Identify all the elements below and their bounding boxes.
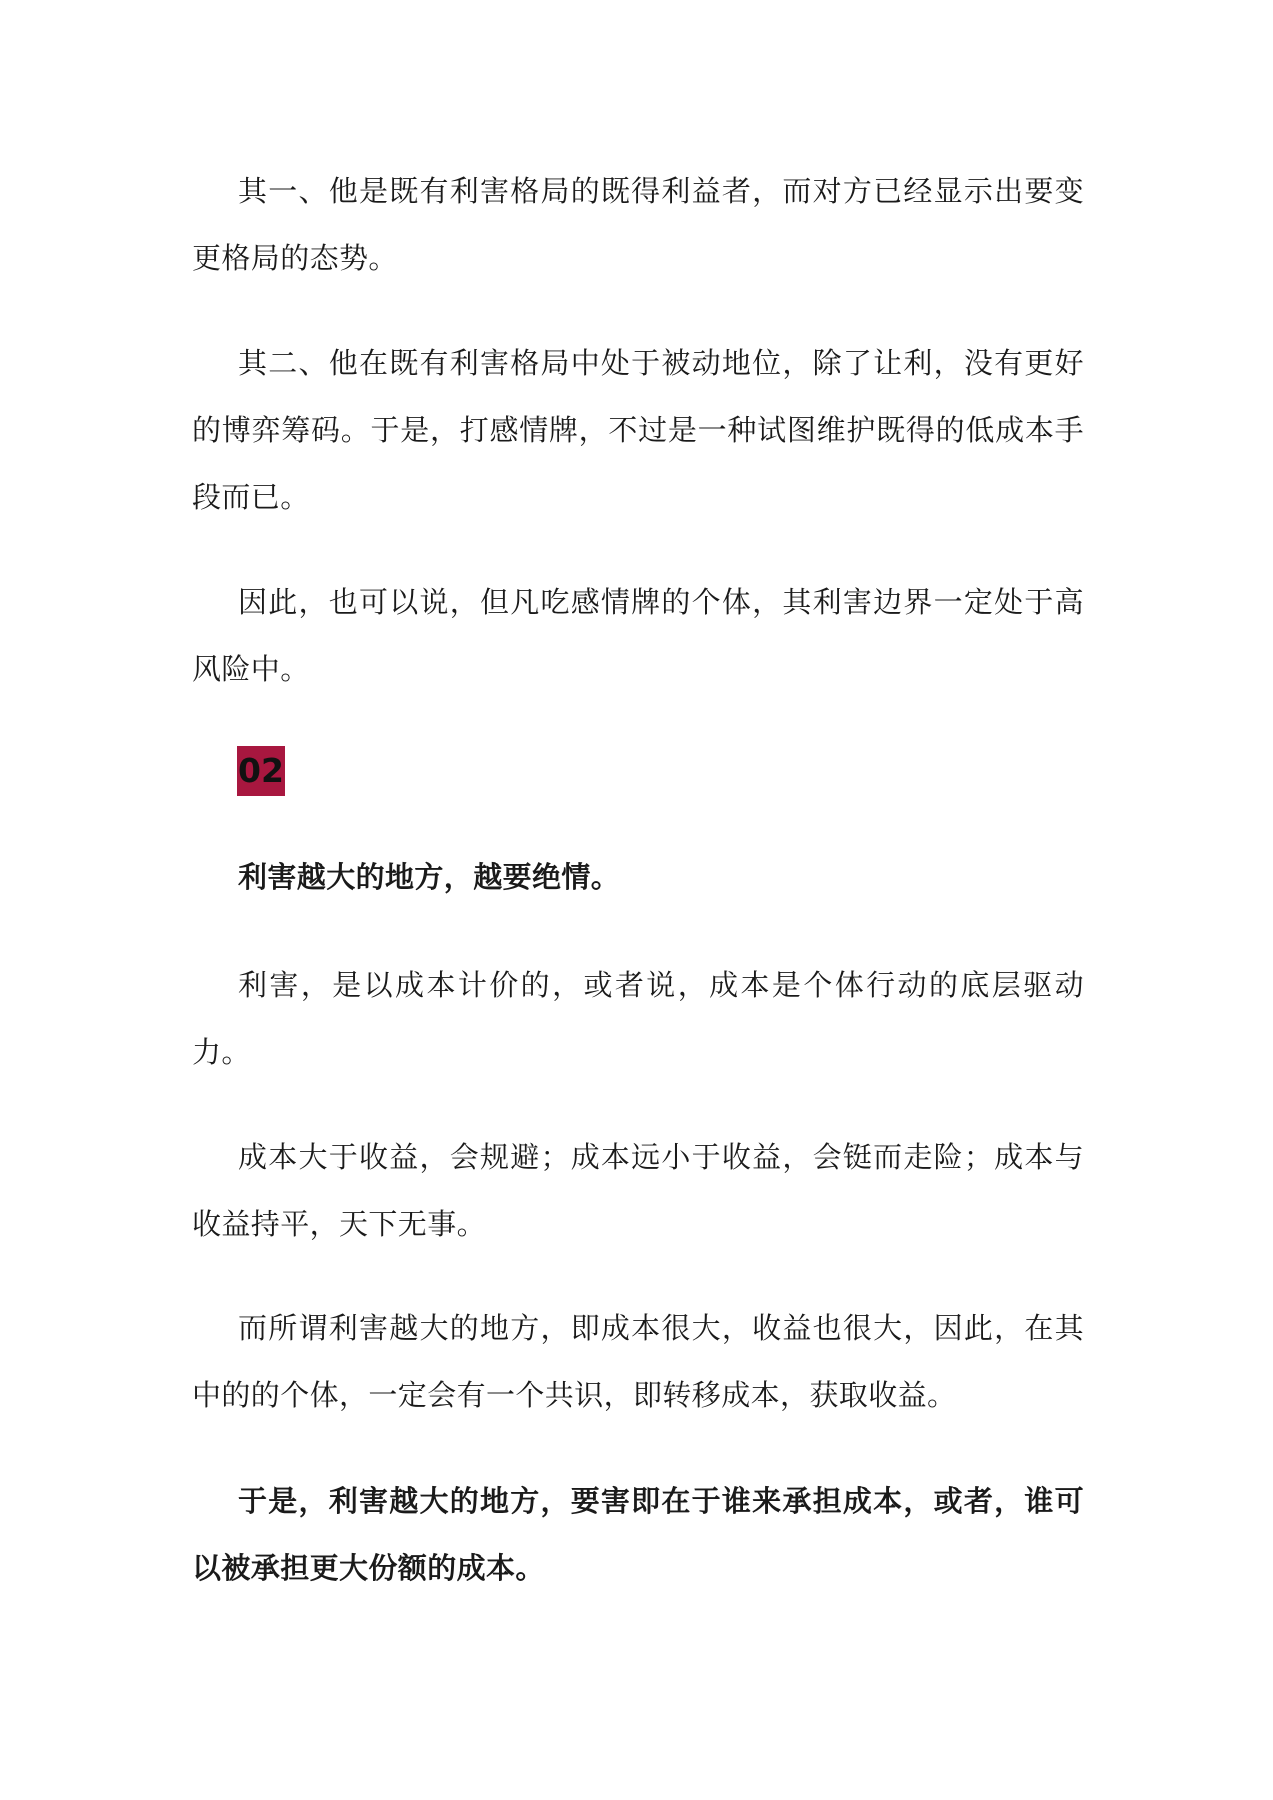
paragraph-5: 成本大于收益，会规避；成本远小于收益，会铤而走险；成本与收益持平，天下无事。 <box>192 1140 1084 1241</box>
paragraph-1: 其一、他是既有利害格局的既得利益者，而对方已经显示出要变更格局的态势。 <box>192 174 1084 275</box>
paragraph-6: 而所谓利害越大的地方，即成本很大，收益也很大，因此，在其中的的个体，一定会有一个共识，即转移成本，获取收益。 <box>192 1311 1084 1412</box>
section-heading: 利害越大的地方，越要绝情。 <box>238 860 621 894</box>
paragraph-7-bold: 于是，利害越大的地方，要害即在于谁来承担成本，或者，谁可以被承担更大份额的成本。 <box>192 1484 1084 1585</box>
paragraph-2: 其二、他在既有利害格局中处于被动地位，除了让利，没有更好的博弈筹码。于是，打感情牌，不过是一种试图维护既得的低成本手段而已。 <box>192 346 1084 514</box>
paragraph-3: 因此，也可以说，但凡吃感情牌的个体，其利害边界一定处于高风险中。 <box>192 585 1084 686</box>
section-number-badge: 02 <box>237 746 285 796</box>
paragraph-4: 利害，是以成本计价的，或者说，成本是个体行动的底层驱动力。 <box>192 968 1084 1069</box>
